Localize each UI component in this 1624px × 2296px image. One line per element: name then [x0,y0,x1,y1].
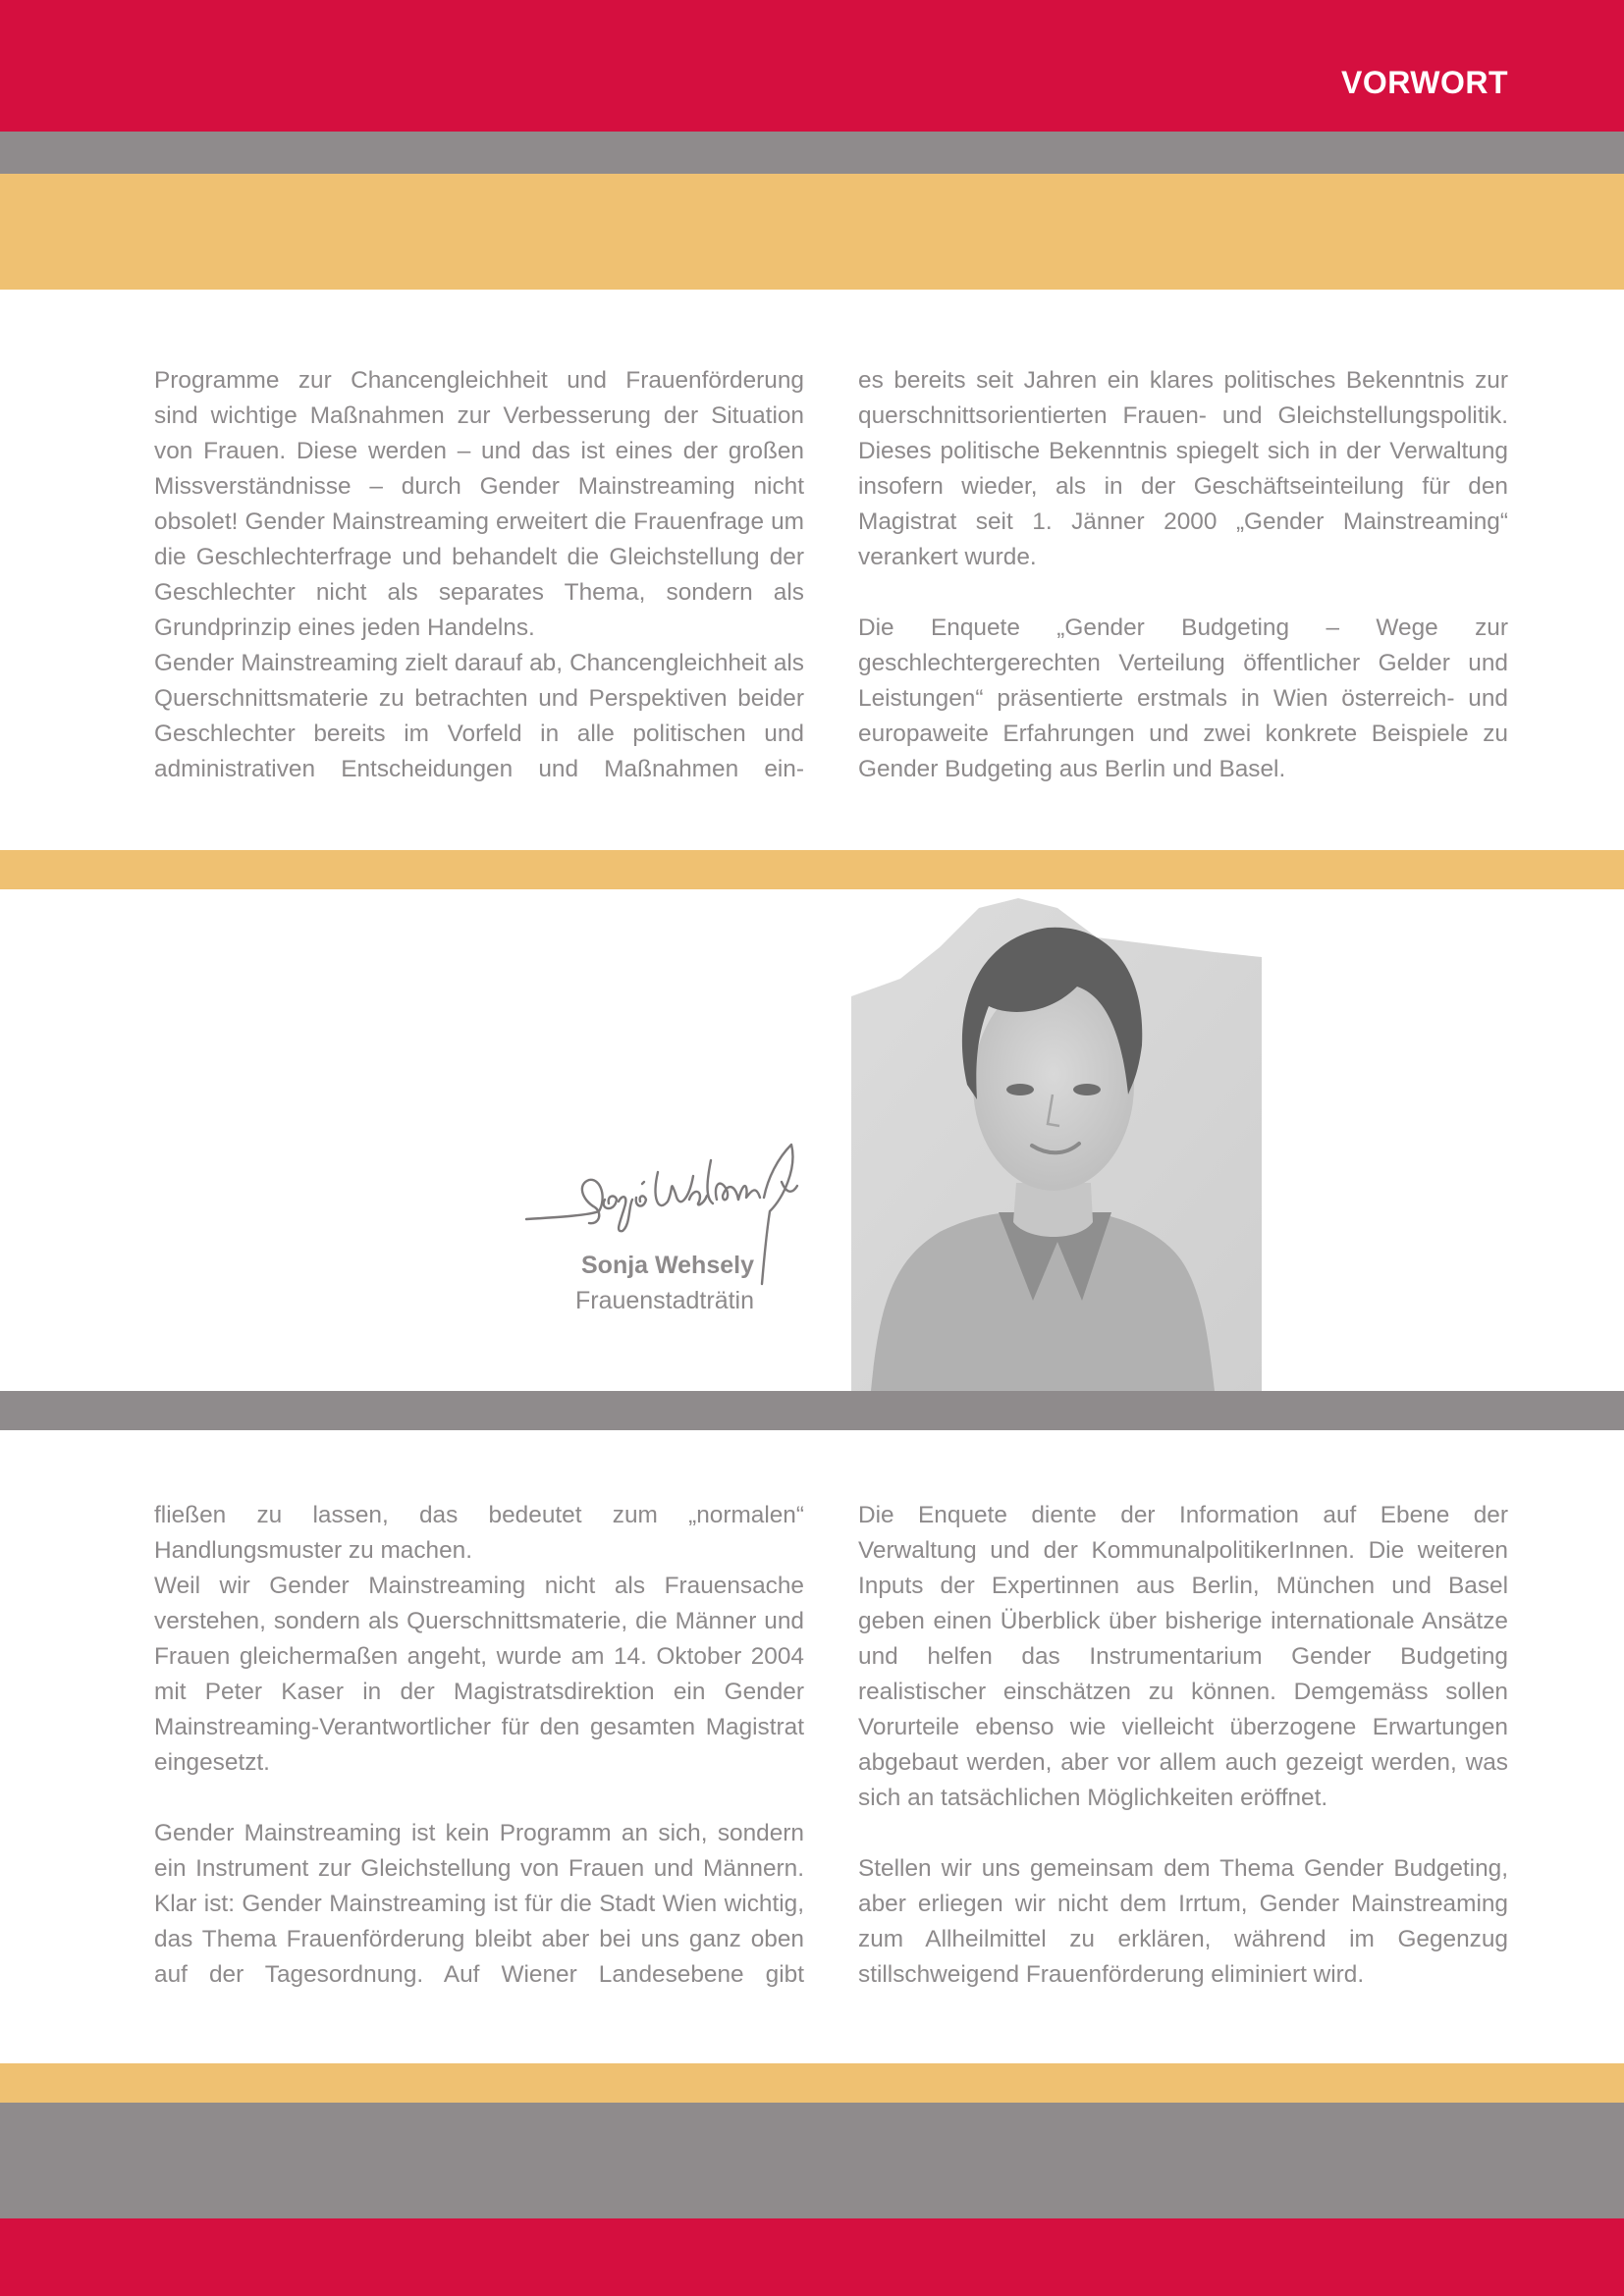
top-right-column [858,363,1508,787]
paragraph: Die Enquete „Gender Budgeting – Wege zur geschlechtergerechten Verteilung öffentlicher Gelder und Leistungen“ präsentierte erstmals in Wien österreich- und europaweite Erfahrungen und zwei konkrete Beispiele zu Gender Budgeting aus Berlin und Basel. [858,614,1508,782]
paragraph: Die Enquete diente der Information auf Ebene der Verwaltung und der KommunalpolitikerInnen. Die weiteren Inputs der Expertinnen aus Berlin, München und Basel geben einen Überblick über bisherige internationale Ansätze und helfen das Instrumentarium Gender Budgeting realistischer einschätzen zu können. Demgemäss sollen Vorurteile ebenso wie vielleicht überzogene Erwartungen abgebaut werden, aber vor allem auch gezeigt werden, was sich an tatsächlichen Möglichkeiten eröffnet. [858,1502,1508,1811]
paragraph: Programme zur Chancengleichheit und Frauenförderung sind wichtige Maßnahmen zur Verbesserung der Situation von Frauen. Diese werden – und das ist eines der großen Missverständnisse – durch Gender Mainstreaming nicht obsolet! Gender Mainstreaming erweitert die Frauenfrage um die Geschlechterfrage und behandelt die Gleichstellung der Geschlechter nicht als separates Thema, sondern als Grundprinzip eines jeden Handelns. [154,367,804,641]
paragraph: Weil wir Gender Mainstreaming nicht als Frauensache verstehen, sondern als Querschnittsmaterie, die Männer und Frauen gleichermaßen angeht, wurde am 14. Oktober 2004 mit Peter Kaser in der Magistratsdirektion ein Gender Mainstreaming-Verantwortlicher für den gesamten Magistrat eingesetzt. [154,1573,804,1776]
yellow-band-top [0,174,1624,290]
paragraph: Gender Mainstreaming zielt darauf ab, Chancengleichheit als Querschnittsmaterie zu betrachten und Perspektiven beider Geschlechter bereits im Vorfeld in alle politischen und administrativen Entscheidungen und Maßnahmen ein- [154,650,804,782]
grey-band-middle [0,1391,1624,1430]
signatory-name: Sonja Wehsely [581,1252,754,1279]
paragraph: fließen zu lassen, das bedeutet zum „normalen“ Handlungsmuster zu machen. [154,1502,804,1564]
bottom-right-column [858,1498,1508,1993]
yellow-band-bottom [0,2063,1624,2103]
top-left-column [154,363,804,787]
yellow-band-middle [0,850,1624,889]
grey-band-top [0,132,1624,174]
grey-band-bottom [0,2103,1624,2218]
footer-band [0,2218,1624,2296]
page-title: VORWORT [1340,65,1508,100]
bottom-left-column [154,1498,804,1993]
paragraph: Gender Mainstreaming ist kein Programm an sich, sondern ein Instrument zur Gleichstellung von Frauen und Männern. Klar ist: Gender Mainstreaming ist für die Stadt Wien wichtig, das Thema Frauenförderung bleibt aber bei uns ganz oben auf der Tagesordnung. Auf Wiener Landesebene gibt [154,1820,804,1988]
paragraph: Stellen wir uns gemeinsam dem Thema Gender Budgeting, aber erliegen wir nicht dem Irrtum, Gender Mainstreaming zum Allheilmittel zu erklären, während im Gegenzug stillschweigend Frauenförderung eliminiert wird. [858,1855,1508,1988]
signatory-title: Frauenstadträtin [574,1287,755,1314]
paragraph: es bereits seit Jahren ein klares politisches Bekenntnis zur querschnittsorientierten Frauen- und Gleichstellungspolitik. Dieses politische Bekenntnis spiegelt sich in der Verwaltung insofern wieder, als in der Geschäftseinteilung für den Magistrat seit 1. Jänner 2000 „Gender Mainstreaming“ verankert wurde. [858,367,1508,570]
portrait-photo [851,888,1262,1391]
